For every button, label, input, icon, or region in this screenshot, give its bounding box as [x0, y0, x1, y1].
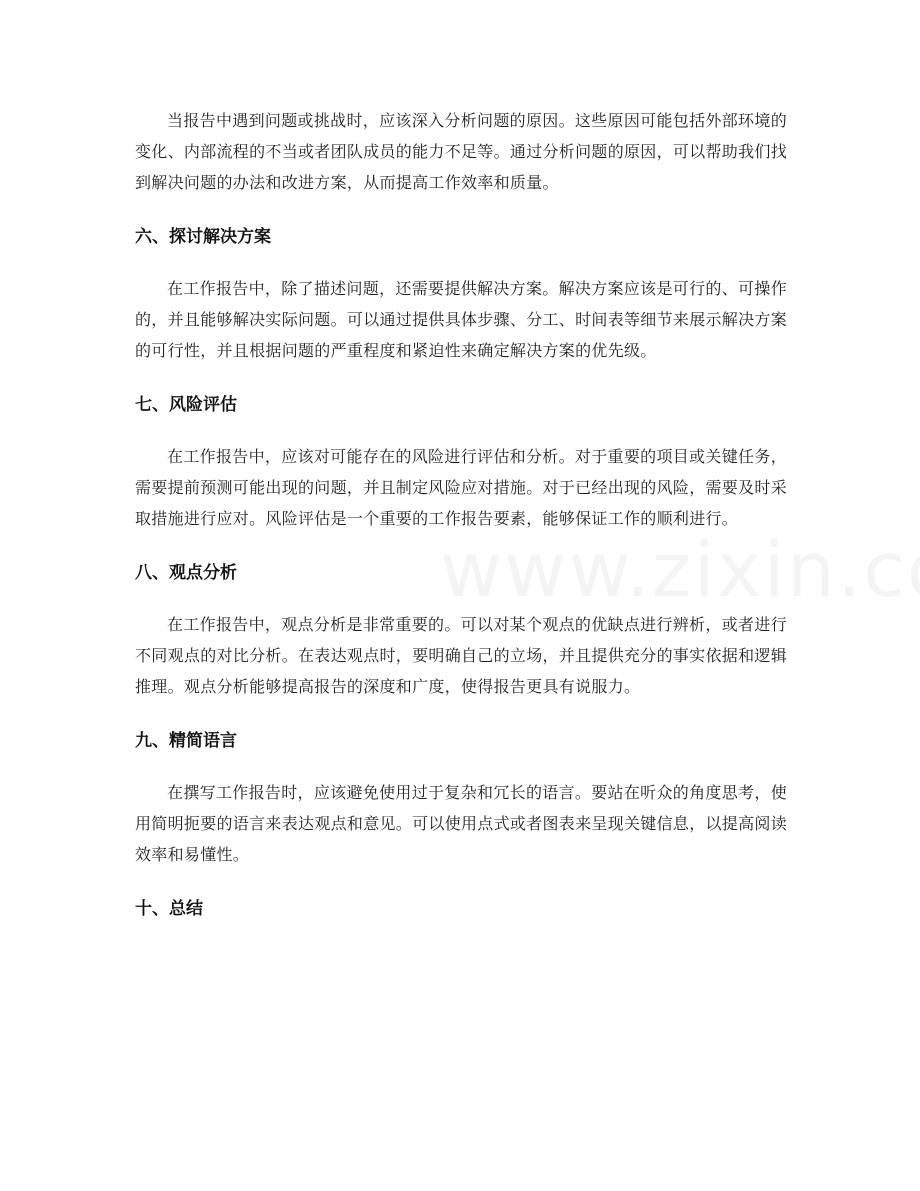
heading-viewpoint-analysis: 八、观点分析 — [135, 563, 237, 583]
paragraph-solution: 在工作报告中，除了描述问题，还需要提供解决方案。解决方案应该是可行的、可操作的，并且能够解决实际问题。可以通过提供具体步骤、分工、时间表等细节来展示解决方案的可行性，并且根据问题的严重程度和紧迫性来确定解决方案的优先级。 — [135, 279, 788, 360]
heading-concise-language: 九、精简语言 — [135, 731, 237, 751]
heading-solution: 六、探讨解决方案 — [135, 227, 271, 247]
paragraph-viewpoint-analysis: 在工作报告中，观点分析是非常重要的。可以对某个观点的优缺点进行辨析，或者进行不同观点的对比分析。在表达观点时，要明确自己的立场，并且提供充分的事实依据和逻辑推理。观点分析能够提高报告的深度和广度，使得报告更具有说服力。 — [135, 615, 788, 696]
paragraph-concise-language: 在撰写工作报告时，应该避免使用过于复杂和冗长的语言。要站在听众的角度思考，使用简明扼要的语言来表达观点和意见。可以使用点式或者图表来呈现关键信息，以提高阅读效率和易懂性。 — [135, 783, 788, 864]
heading-summary: 十、总结 — [135, 899, 203, 919]
paragraph-risk-assessment: 在工作报告中，应该对可能存在的风险进行评估和分析。对于重要的项目或关键任务，需要提前预测可能出现的问题，并且制定风险应对措施。对于已经出现的风险，需要及时采取措施进行应对。风险评估是一个重要的工作报告要素，能够保证工作的顺利进行。 — [135, 447, 788, 528]
document-body — [135, 105, 787, 925]
paragraph-problem-cause: 当报告中遇到问题或挑战时，应该深入分析问题的原因。这些原因可能包括外部环境的变化、内部流程的不当或者团队成员的能力不足等。通过分析问题的原因，可以帮助我们找到解决问题的办法和改进方案，从而提高工作效率和质量。 — [135, 111, 788, 192]
heading-risk-assessment: 七、风险评估 — [135, 395, 237, 415]
